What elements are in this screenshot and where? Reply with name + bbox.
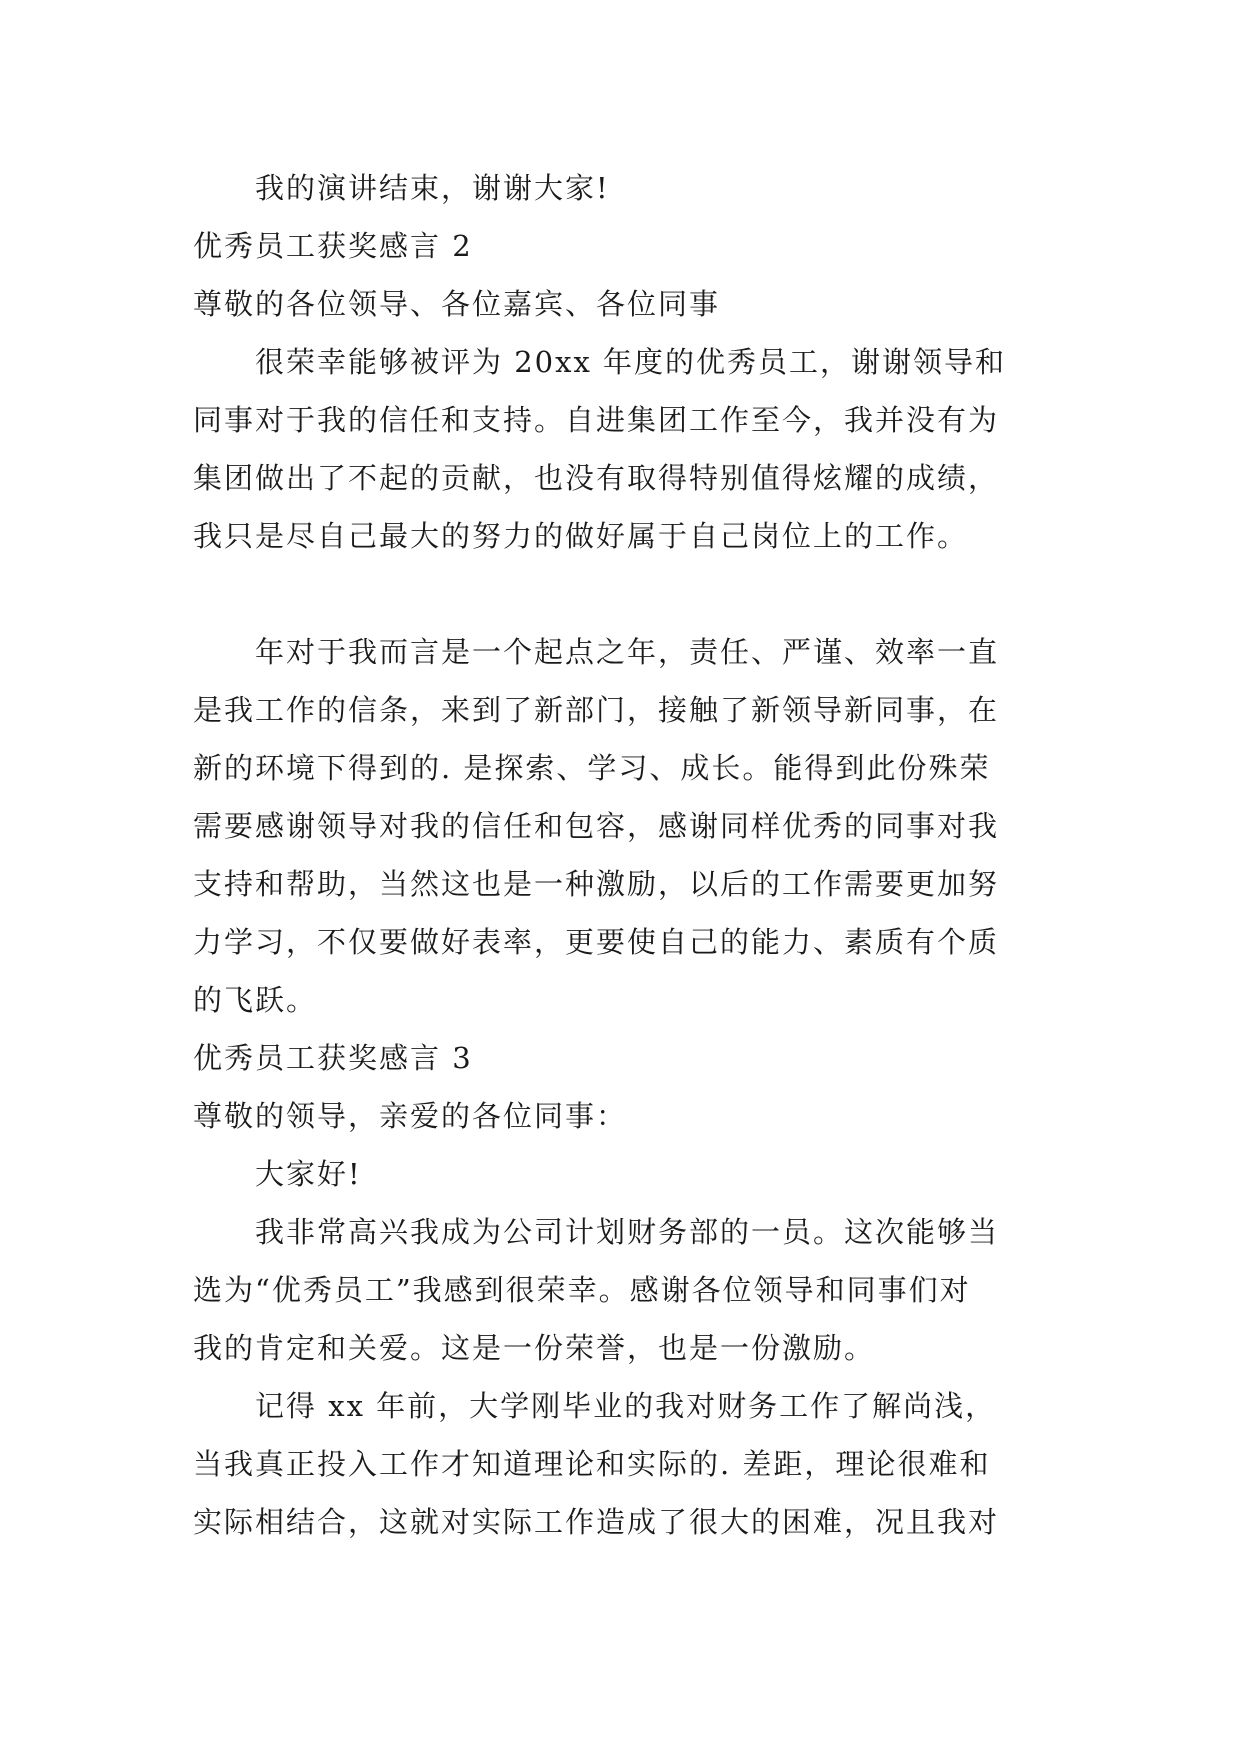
paragraph-line: 集团做出了不起的贡献，也没有取得特别值得炫耀的成绩， (193, 461, 1000, 495)
greeting-line: 大家好! (255, 1157, 362, 1191)
paragraph-line: 选为“优秀员工”我感到很荣幸。感谢各位领导和同事们对 (193, 1273, 971, 1307)
paragraph-line: 是我工作的信条，来到了新部门，接触了新领导新同事，在 (193, 693, 1000, 727)
salutation-2: 尊敬的各位领导、各位嘉宾、各位同事 (193, 287, 721, 321)
paragraph-line: 记得 xx 年前，大学刚毕业的我对财务工作了解尚浅， (255, 1389, 997, 1423)
paragraph-line: 需要感谢领导对我的信任和包容，感谢同样优秀的同事对我 (193, 809, 1000, 843)
paragraph-line: 我非常高兴我成为公司计划财务部的一员。这次能够当 (255, 1215, 1000, 1249)
paragraph-line: 年对于我而言是一个起点之年，责任、严谨、效率一直 (255, 635, 1000, 669)
paragraph-line: 支持和帮助，当然这也是一种激励，以后的工作需要更加努 (193, 867, 1000, 901)
paragraph-line: 力学习，不仅要做好表率，更要使自己的能力、素质有个质 (193, 925, 1000, 959)
closing-line: 我的演讲结束，谢谢大家! (255, 171, 610, 205)
paragraph-line: 很荣幸能够被评为 20xx 年度的优秀员工，谢谢领导和 (255, 345, 1007, 379)
paragraph-line: 实际相结合，这就对实际工作造成了很大的困难，况且我对 (193, 1505, 1000, 1539)
paragraph-line: 我只是尽自己最大的努力的做好属于自己岗位上的工作。 (193, 519, 969, 553)
section-heading-2: 优秀员工获奖感言 2 (193, 229, 473, 263)
paragraph-line: 当我真正投入工作才知道理论和实际的. 差距，理论很难和 (193, 1447, 991, 1481)
section-heading-3: 优秀员工获奖感言 3 (193, 1041, 473, 1075)
paragraph-line: 的飞跃。 (193, 983, 318, 1017)
salutation-3: 尊敬的领导，亲爱的各位同事： (193, 1099, 628, 1133)
paragraph-line: 新的环境下得到的. 是探索、学习、成长。能得到此份殊荣 (193, 751, 991, 785)
paragraph-line: 同事对于我的信任和支持。自进集团工作至今，我并没有为 (193, 403, 1000, 437)
paragraph-line: 我的肯定和关爱。这是一份荣誉，也是一份激励。 (193, 1331, 876, 1365)
